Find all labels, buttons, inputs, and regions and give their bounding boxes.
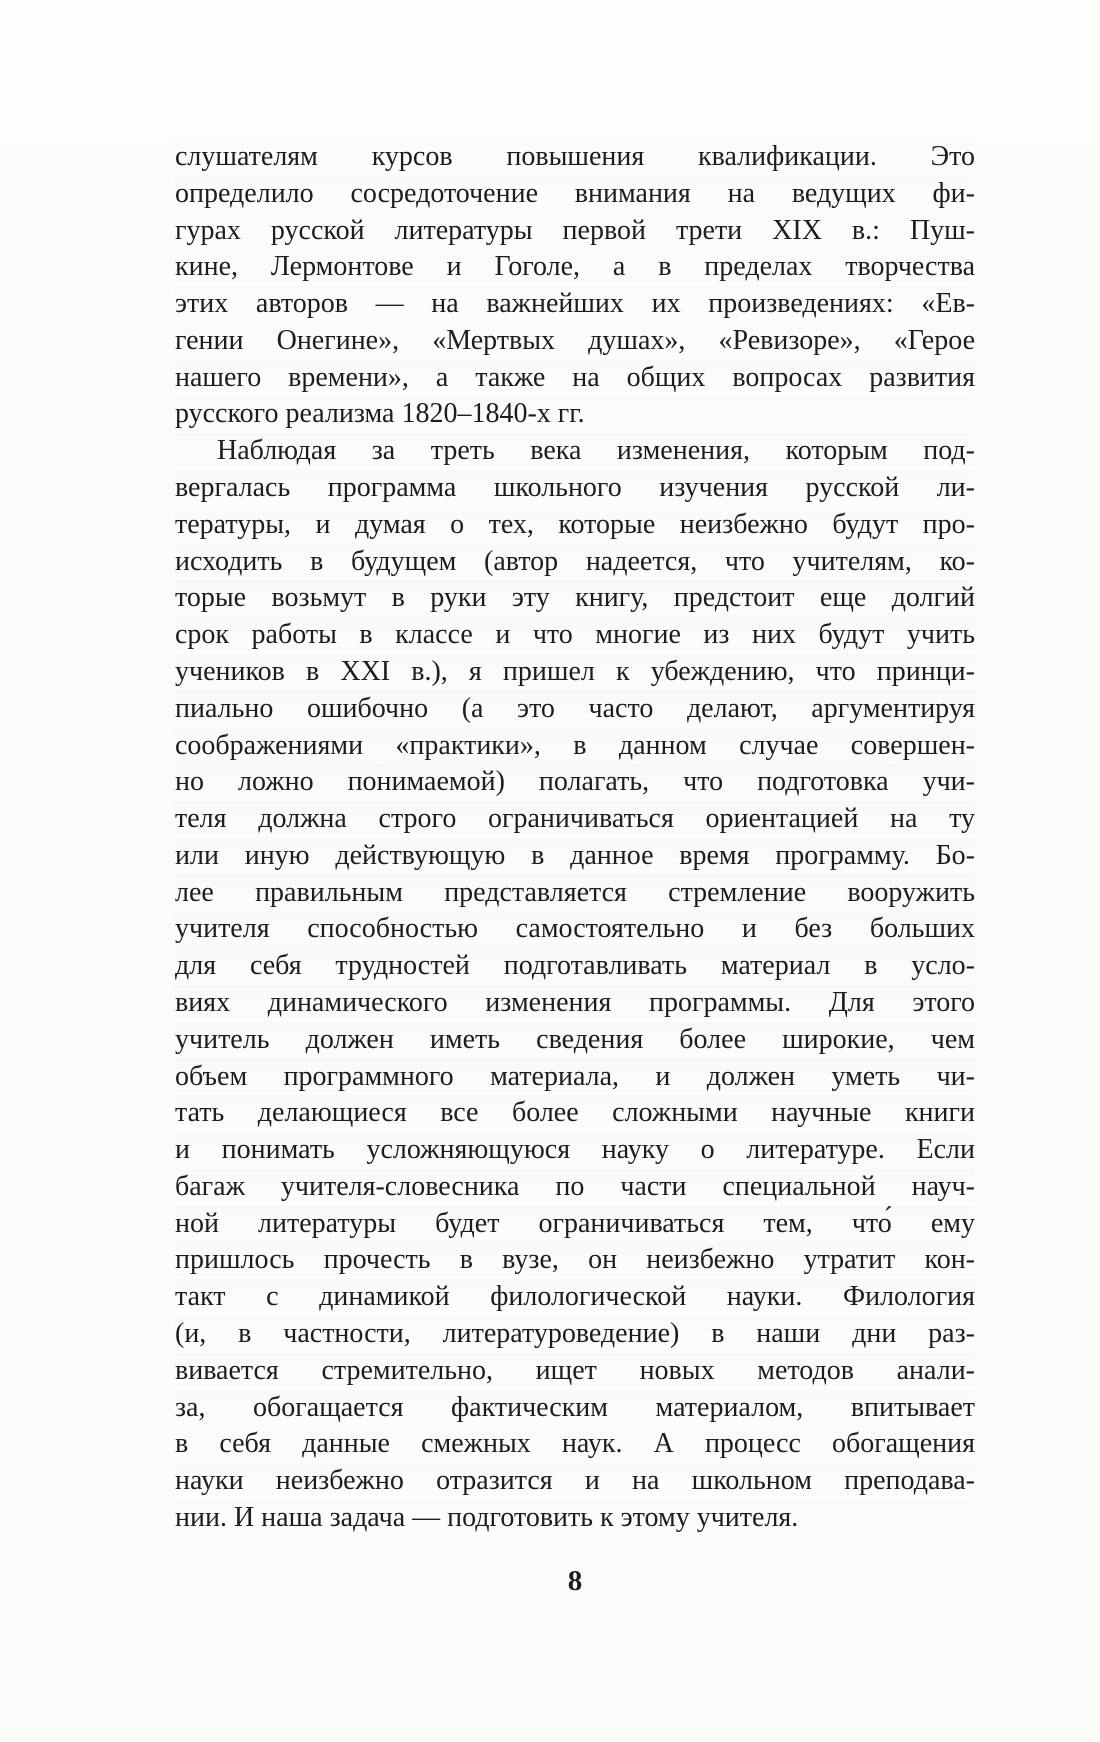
text-line: вергалась программа школьного изучения русской ли- — [175, 470, 975, 507]
text-line: учеников в XXI в.), я пришел к убеждению, что принци- — [175, 654, 975, 691]
text-line: определило сосредоточение внимания на ведущих фи- — [175, 176, 975, 213]
text-line: в себя данные смежных наук. А процесс обогащения — [175, 1426, 975, 1463]
text-line: теля должна строго ограничиваться ориентацией на ту — [175, 801, 975, 838]
text-line: тературы, и думая о тех, которые неизбежно будут про- — [175, 507, 975, 544]
text-line: кине, Лермонтове и Гоголе, а в пределах творчества — [175, 249, 975, 286]
page-number: 8 — [567, 1565, 583, 1597]
text-line: торые возьмут в руки эту книгу, предстоит еще долгий — [175, 580, 975, 617]
text-line: для себя трудностей подготавливать материал в усло- — [175, 948, 975, 985]
text-line: лее правильным представляется стремление вооружить — [175, 875, 975, 912]
text-line: науки неизбежно отразится и на школьном преподава- — [175, 1463, 975, 1500]
text-line: или иную действующую в данное время программу. Бо- — [175, 838, 975, 875]
text-line: слушателям курсов повышения квалификации. Это — [175, 139, 975, 176]
paragraph — [175, 433, 975, 1536]
text-line: но ложно понимаемой) полагать, что подготовка учи- — [175, 764, 975, 801]
text-line: учителя способностью самостоятельно и без больших — [175, 911, 975, 948]
text-line: исходить в будущем (автор надеется, что учителям, ко- — [175, 544, 975, 581]
text-line: гурах русской литературы первой трети XIX в.: Пуш- — [175, 213, 975, 250]
text-line: нашего времени», а также на общих вопросах развития — [175, 360, 975, 397]
text-line: гении Онегине», «Мертвых душах», «Ревизоре», «Герое — [175, 323, 975, 360]
text-line: тать делающиеся все более сложными научные книги — [175, 1095, 975, 1132]
text-line: Наблюдая за треть века изменения, которым под- — [175, 433, 975, 470]
text-line: ной литературы будет ограничиваться тем, что́ ему — [175, 1206, 975, 1243]
text-line: вивается стремительно, ищет новых методов анали- — [175, 1353, 975, 1390]
text-line: срок работы в классе и что многие из них будут учить — [175, 617, 975, 654]
text-line: учитель должен иметь сведения более широкие, чем — [175, 1022, 975, 1059]
text-line: (и, в частности, литературоведение) в наши дни раз- — [175, 1316, 975, 1353]
text-line: пиально ошибочно (а это часто делают, аргументируя — [175, 691, 975, 728]
page-text-block — [175, 139, 975, 1537]
text-line: пришлось прочесть в вузе, он неизбежно утратит кон- — [175, 1242, 975, 1279]
text-line: такт с динамикой филологической науки. Филология — [175, 1279, 975, 1316]
text-line: соображениями «практики», в данном случае совершен- — [175, 728, 975, 765]
text-line: и понимать усложняющуюся науку о литературе. Если — [175, 1132, 975, 1169]
paragraph — [175, 139, 975, 433]
text-line: объем программного материала, и должен уметь чи- — [175, 1059, 975, 1096]
text-line: нии. И наша задача — подготовить к этому учителя. — [175, 1500, 975, 1537]
text-line: этих авторов — на важнейших их произведениях: «Ев- — [175, 286, 975, 323]
text-line: виях динамического изменения программы. Для этого — [175, 985, 975, 1022]
text-line: русского реализма 1820–1840-х гг. — [175, 396, 975, 433]
text-line: за, обогащается фактическим материалом, впитывает — [175, 1390, 975, 1427]
text-line: багаж учителя-словесника по части специальной науч- — [175, 1169, 975, 1206]
